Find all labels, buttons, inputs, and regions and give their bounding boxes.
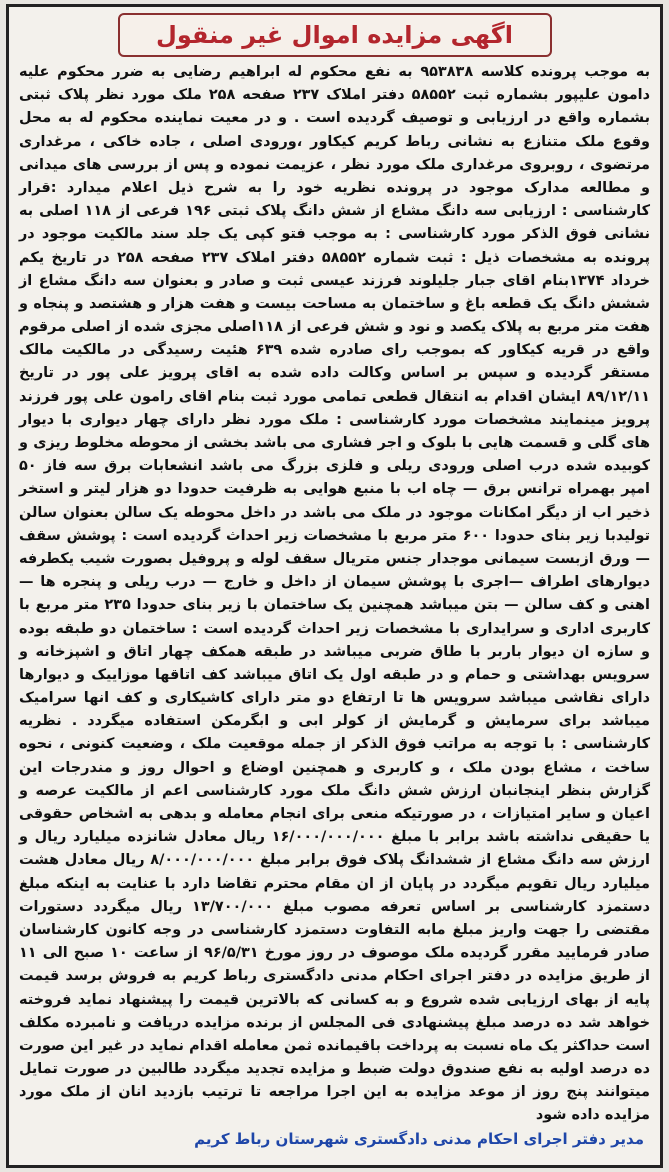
notice-frame — [6, 4, 663, 1168]
notice-signature: مدیر دفتر اجرای احکام مدنی دادگستری شهرستان رباط کریم — [194, 1129, 644, 1148]
notice-body: به موجب پرونده کلاسه ۹۵۳۸۳۸ به نفع محکوم له ابراهیم رضایی به ضرر محکوم علیه دامون علیپور بشماره ثبت ۵۸۵۵۲ دفتر املاک ۲۳۷ صفحه ۲۵۸ ملک مورد نظر پلاک ثبتی بشماره واقع در ارزیابی و توصیف گردیده است . و در معیت نماینده محکوم له به محل وقوع ملک متنازع به نشانی رباط کریم کیکاور ،ورودی اصلی ، جاده خاکی ، مرغداری مرتضوی ، روبروی مرغداری ملک مورد نظر ، عزیمت نموده و پس از بررسی های میدانی و مطالعه مدارک موجود در پرونده نظریه خود را به شرح ذیل اعلام میدارد :قرار کارشناسی : ارزیابی سه دانگ مشاع از شش دانگ پلاک ثبتی ۱۹۶ فرعی از ۱۱۸ اصلی به نشانی فوق الذکر مورد کارشناسی : به موجب فتو کپی یک جلد سند مالکیت موجود در پرونده به مشخصات ذیل : ثبت شماره ۵۸۵۵۲ دفتر املاک ۲۳۷ صفحه ۲۵۸ در تاریخ یکم خرداد ۱۳۷۴بنام اقای جبار جلیلوند فرزند عیسی ثبت و صادر و بعنوان سه دانگ مشاع از ششش دانگ یک قطعه باغ و ساختمان به مساحت بیست و هفت هزار و هشتصد و پنجاه و هفت متر مربع به پلاک یکصد و نود و شش فرعی از ۱۱۸اصلی مجزی شده از اصلی مرقوم واقع در قریه کیکاور که بموجب رای صادره شده ۶۳۹ هئیت رسیدگی در مالکیت مالک مستقر گردیده و سپس بر اساس وکالت داده شده به اقای پرویز علی پور در تاریخ ۸۹/۱۲/۱۱ ایشان اقدام به انتقال قطعی تمامی مورد ثبت بنام اقای رامون علی پور فرزند پرویز مینمایند مشخصات مورد کارشناسی : ملک مورد نظر دارای چهار دیواری با دیوار های گلی و قسمت هایی با بلوک و اجر فشاری می باشد بخشی از محوطه مخلوط ریزی و کوبیده شده درب اصلی ورودی ریلی و فلزی بزرگ می باشد انشعابات برق سه فاز ۵۰ امپر بهمراه ترانس برق — چاه اب با منبع هوایی به ظرفیت حدودا دو هزار لیتر و استخر ذخیر اب از دیگر امکانات موجود در ملک می باشد در داخل محوطه یک سالن بعنوان سالن تولیدبا زیر بنای حدودا ۶۰۰ متر مربع با مشخصات زیر احداث گردیده است : پوشش سقف — ورق ازبست سیمانی موجدار جنس متریال سقف لوله و پروفیل بصورت شیب یکطرفه دیوارهای اطراف —اجری با پوشش سیمان از داخل و خارج — درب ریلی و پنجره ها — اهنی و کف سالن — بتن میباشد همچنین یک ساختمان با زیر بنای حدودا ۲۳۵ متر مربع با کاربری اداری و سرایداری با مشخصات زیر احداث گردیده است : ساختمان دو طبقه بوده و سازه ان دیوار باربر با طاق ضربی میباشد در طبقه همکف چهار اتاق و اشپزخانه و سرویس بهداشتی و حمام و در طبقه اول یک اتاق میباشد کف اتاقها موزاییک و دیوارها دارای نقاشی میباشد سرویس ها تا ارتفاع دو متر دارای کاشیکاری و کف انها سرامیک میباشد برای سرمایش و گرمایش از کولر ابی و ابگرمکن استفاده میگردد . نظریه کارشناسی : با توجه به مراتب فوق الذکر از جمله موقعیت ملک ، وضعیت کنونی ، نحوه ساخت ، مشاع بودن ملک ، و کاربری و همچنین اوضاع و احوال روز و مندرجات این گزارش بنظر اینجانبان ارزش شش دانگ ملک مورد کارشناسی اعم از مالکیت عرصه و اعیان و سایر امتیازات ، در صورتیکه منعی برای انجام معامله و بدهی به اشخاص حقوقی یا حقیقی نداشته باشد برابر با مبلغ ۱۶/۰۰۰/۰۰۰/۰۰۰ ریال معادل شانزده میلیارد ریال و ارزش سه دانگ مشاع از ششدانگ پلاک فوق برابر مبلغ ۸/۰۰۰/۰۰۰/۰۰۰ ریال معادل هشت میلیارد ریال تقویم میگردد در پایان از ان مقام محترم تقاضا دارد با عنایت به اینکه مبلغ دستمزد کارشناسی بر اساس تعرفه مصوب مبلغ ۱۳/۷۰۰/۰۰۰ ریال میگردد دستورات مقتضی را جهت واریز مبلغ مابه التفاوت دستمزد کارشناسی در وجه کانون کارشناسان صادر فرمایید مقرر گردیده ملک موصوف در روز مورخ ۹۶/۵/۳۱ از ساعت ۱۰ صبح الی ۱۱ از طریق مزایده در دفتر اجرای احکام مدنی دادگستری رباط کریم به فروش برسد قیمت پایه از بهای ارزیابی شده شروع و به کسانی که بالاترین قیمت را پیشنهاد نماید فروخته خواهد شد ده درصد مبلغ پیشنهادی فی المجلس از برنده مزایده دریافت و نامبرده مکلف است حداکثر یک ماه نسبت به پرداخت باقیمانده ثمن معامله اقدام نماید در غیر این صورت ده درصد اولیه به نفع صندوق دولت ضبط و مزایده تجدید میگردد طالبین در صورت تمایل میتوانند پنج روز از موعد مزایده به این اجرا مراجعه تا ترتیب بازدید انان از ملک مورد مزایده داده شود — [19, 64, 651, 1124]
notice-title: اگهی مزایده اموال غیر منقول — [118, 13, 552, 57]
